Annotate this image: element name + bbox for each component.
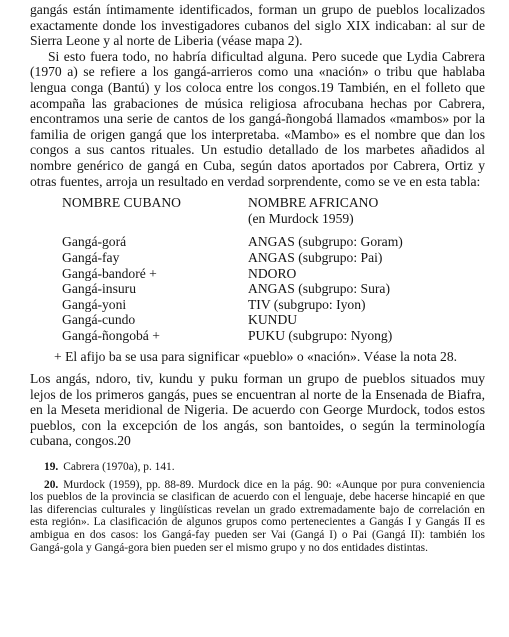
footnote-text: Murdock (1959), pp. 88-89. Murdock dice en la pág. 90: «Aunque por pura conveniencia los pueblos de la provincia se clasifican de acuerdo con el lenguaje, debe hacerse hincapié en que las diferencias culturales y lingüísticas revelan un grado extremadamente bajo de correlación en esta región». La clasificación de algunos grupos como pertenecientes a Gangás I y Gangás II es ambigua en dos casos: los Gangá-fay pueden ser Vai (Gangá I) o Pai (Gangá II): también los Gangá-gola y Gangá-gora bien pueden ser el mismo grupo y no dos entidades distintas. [30, 478, 485, 554]
table-row [30, 266, 485, 282]
cubano-name: Gangá-yoni [62, 296, 127, 312]
footnote-number: 20. [44, 478, 59, 491]
names-table [30, 195, 485, 343]
footnote-19 [30, 461, 485, 474]
cubano-name: Gangá-insuru [62, 281, 136, 297]
africano-name: ANGAS (subgrupo: Goram) [248, 234, 403, 250]
africano-name: NDORO [248, 265, 297, 281]
cubano-name: Gangá-bandoré + [62, 265, 157, 281]
table-row [30, 328, 485, 344]
header-africano: NOMBRE AFRICANO [248, 195, 379, 211]
africano-name: ANGAS (subgrupo: Sura) [248, 281, 390, 297]
footnotes [30, 461, 485, 554]
cubano-name: Gangá-ñongobá + [62, 327, 160, 343]
africano-name: KUNDU [248, 312, 298, 328]
table-header [30, 195, 485, 226]
header-africano-sub: (en Murdock 1959) [248, 210, 354, 226]
cubano-name: Gangá-gorá [62, 234, 127, 250]
table-row [30, 281, 485, 297]
table-row [30, 250, 485, 266]
footnote-20 [30, 479, 485, 555]
footnote-text: Cabrera (1970a), p. 141. [63, 461, 175, 474]
paragraph-3: Los angás, ndoro, tiv, kundu y puku forman un grupo de pueblos situados muy lejos de los primeros gangás, pues se encuentran al norte de la Ensenada de Biafra, en la Meseta meridional de Nigeria. De acuerdo con George Murdock, todos estos pueblos, con la excepción de los angás, son bantoides, o según la terminología cubana, congos.20 [30, 371, 485, 449]
africano-name: TIV (subgrupo: Iyon) [248, 296, 366, 312]
cubano-name: Gangá-fay [62, 249, 120, 265]
cubano-name: Gangá-cundo [62, 312, 136, 328]
table-row [30, 234, 485, 250]
table-footnote: + El afijo ba se usa para significar «pueblo» o «nación». Véase la nota 28. [54, 349, 458, 365]
africano-name: PUKU (subgrupo: Nyong) [248, 327, 393, 343]
footnote-number: 19. [44, 461, 59, 474]
africano-name: ANGAS (subgrupo: Pai) [248, 249, 383, 265]
paragraph-1: gangás están íntimamente identificados, forman un grupo de pueblos localizados exactamente donde los investigadores cubanos del siglo XIX indicaban: al sur de Sierra Leone y al norte de Liberia (véase mapa 2). [30, 2, 485, 49]
header-cubano: NOMBRE CUBANO [62, 195, 181, 211]
paragraph-2: Si esto fuera todo, no habría dificultad alguna. Pero sucede que Lydia Cabrera (1970 a) se refiere a los gangá-arrieros como una «nación» o tribu que hablaba lengua conga (Bantú) y los coloca entre los congos.19 También, en el folleto que acompaña las grabaciones de música religiosa afrocubana hechas por Cabrera, encontramos una serie de cantos de los gangá-ñongobá llamados «mambos» por la familia de origen gangá que los interpretaba. «Mambo» es el nombre que dan los congos a sus cantos rituales. Un estudio detallado de los marbetes añadidos al nombre genérico de gangá en Cuba, según datos aportados por Cabrera, Ortiz y otras fuentes, arroja un resultado en verdad sorprendente, como se ve en esta tabla: [30, 48, 485, 189]
table-row [30, 312, 485, 328]
table-row [30, 297, 485, 313]
